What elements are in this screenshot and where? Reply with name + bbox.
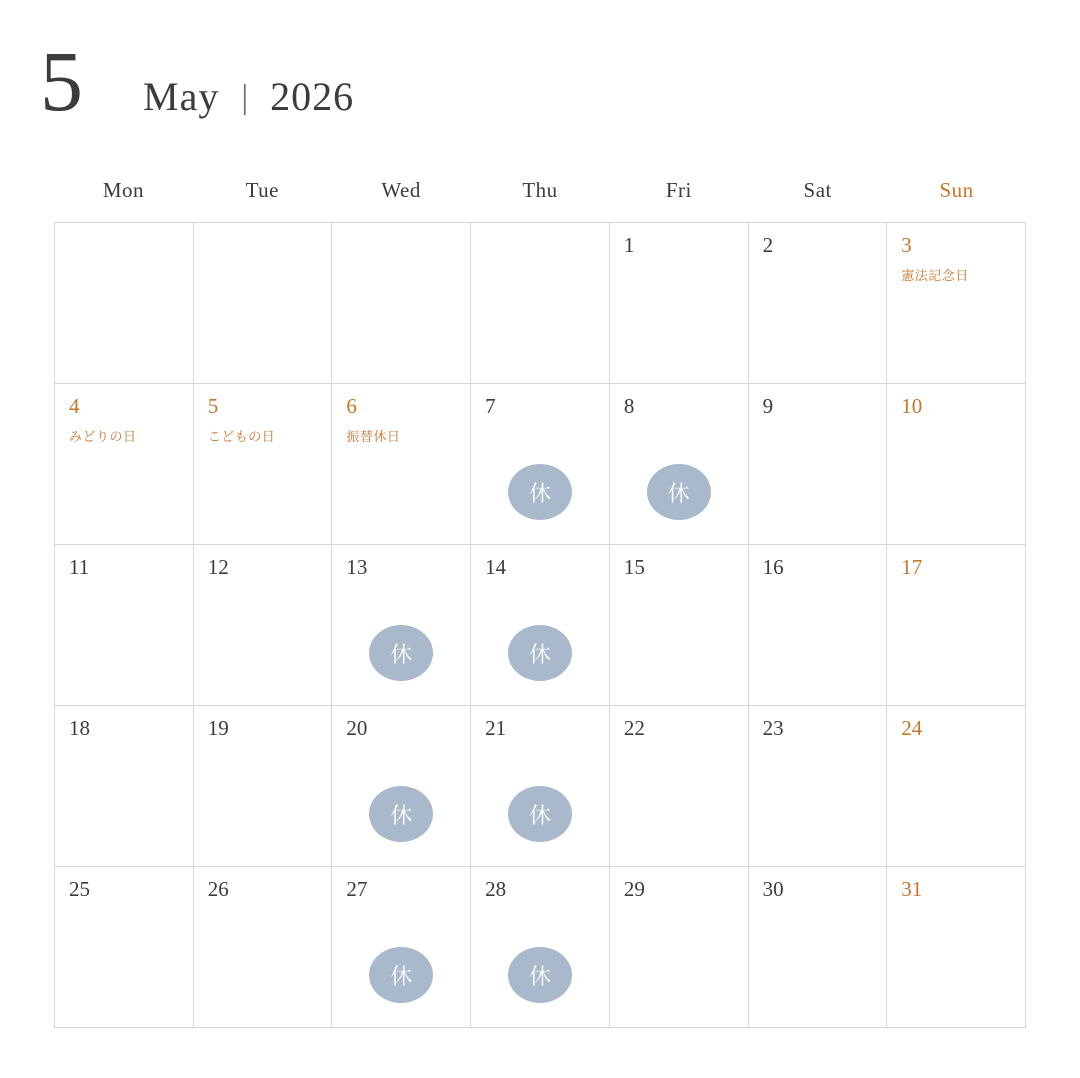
day-cell[interactable] xyxy=(194,384,333,545)
day-cell[interactable] xyxy=(610,384,749,545)
year-label: 2026 xyxy=(270,74,355,119)
day-number: 25 xyxy=(69,877,90,901)
holiday-name: こどもの日 xyxy=(207,429,276,444)
day-cell[interactable] xyxy=(610,867,749,1028)
calendar-grid xyxy=(54,222,1026,1028)
day-number: 16 xyxy=(762,555,784,579)
closed-day-badge: 休 xyxy=(369,625,433,681)
day-cell[interactable] xyxy=(610,545,749,706)
day-cell[interactable] xyxy=(887,223,1026,384)
day-cell[interactable] xyxy=(749,867,888,1028)
day-cell[interactable] xyxy=(887,545,1026,706)
day-number: 10 xyxy=(901,394,923,418)
day-number: 4 xyxy=(69,394,80,418)
holiday-name: みどりの日 xyxy=(69,429,137,444)
day-number: 30 xyxy=(762,877,784,901)
day-number: 22 xyxy=(623,716,645,740)
day-number: 3 xyxy=(901,233,912,257)
day-cell-empty xyxy=(55,223,194,384)
day-number: 29 xyxy=(623,877,645,901)
day-cell[interactable] xyxy=(887,384,1026,545)
header-separator: | xyxy=(241,79,249,116)
day-cell[interactable] xyxy=(332,384,471,545)
day-number: 26 xyxy=(207,877,229,901)
day-number: 17 xyxy=(901,555,923,579)
day-cell[interactable] xyxy=(194,706,333,867)
day-cell[interactable] xyxy=(332,545,471,706)
holiday-name: 振替休日 xyxy=(346,429,401,444)
day-number: 15 xyxy=(623,555,645,579)
day-number: 2 xyxy=(762,233,774,257)
day-cell[interactable] xyxy=(887,706,1026,867)
day-number: 20 xyxy=(346,716,368,740)
closed-day-badge: 休 xyxy=(647,464,711,520)
weekday-header-row xyxy=(54,178,1026,203)
day-cell[interactable] xyxy=(55,545,194,706)
day-number: 24 xyxy=(901,716,923,740)
day-number: 14 xyxy=(485,555,507,579)
day-cell[interactable] xyxy=(55,384,194,545)
day-number: 18 xyxy=(69,716,90,740)
day-cell[interactable] xyxy=(332,867,471,1028)
month-name: May xyxy=(143,74,220,119)
weekday-label-sat: Sat xyxy=(803,178,832,202)
day-cell[interactable] xyxy=(749,384,888,545)
day-number: 13 xyxy=(346,555,368,579)
closed-day-badge: 休 xyxy=(369,786,433,842)
day-number: 1 xyxy=(623,233,635,257)
day-number: 27 xyxy=(346,877,368,901)
day-number: 9 xyxy=(762,394,774,418)
weekday-label-sun: Sun xyxy=(939,178,974,202)
calendar-header xyxy=(40,33,355,129)
day-cell-empty xyxy=(471,223,610,384)
closed-day-badge: 休 xyxy=(508,625,572,681)
day-number: 5 xyxy=(207,394,219,418)
day-cell[interactable] xyxy=(887,867,1026,1028)
closed-day-badge: 休 xyxy=(369,947,433,1003)
weekday-label-wed: Wed xyxy=(381,178,421,202)
closed-day-badge: 休 xyxy=(508,947,572,1003)
weekday-label-thu: Thu xyxy=(522,178,558,202)
day-cell[interactable] xyxy=(471,867,610,1028)
day-cell[interactable] xyxy=(749,223,888,384)
day-number: 12 xyxy=(207,555,229,579)
weekday-label-fri: Fri xyxy=(665,178,692,202)
day-cell-empty xyxy=(332,223,471,384)
day-number: 19 xyxy=(207,716,229,740)
day-cell[interactable] xyxy=(55,706,194,867)
day-number: 28 xyxy=(485,877,507,901)
day-cell[interactable] xyxy=(610,223,749,384)
day-cell[interactable] xyxy=(749,545,888,706)
day-cell[interactable] xyxy=(471,545,610,706)
day-cell[interactable] xyxy=(610,706,749,867)
day-cell[interactable] xyxy=(332,706,471,867)
closed-day-badge: 休 xyxy=(508,464,572,520)
weekday-label-mon: Mon xyxy=(102,178,145,202)
day-cell[interactable] xyxy=(55,867,194,1028)
month-number: 5 xyxy=(40,33,83,129)
day-cell[interactable] xyxy=(194,867,333,1028)
day-cell[interactable] xyxy=(471,384,610,545)
day-cell[interactable] xyxy=(194,545,333,706)
day-number: 21 xyxy=(485,716,507,740)
day-number: 6 xyxy=(346,394,357,418)
day-number: 8 xyxy=(623,394,635,418)
holiday-name: 憲法記念日 xyxy=(901,268,969,283)
day-number: 31 xyxy=(901,877,923,901)
day-cell-empty xyxy=(194,223,333,384)
closed-day-badge: 休 xyxy=(508,786,572,842)
day-number: 7 xyxy=(485,394,496,418)
day-cell[interactable] xyxy=(471,706,610,867)
day-number: 23 xyxy=(762,716,784,740)
day-number: 11 xyxy=(69,555,90,579)
day-cell[interactable] xyxy=(749,706,888,867)
weekday-label-tue: Tue xyxy=(245,178,279,202)
